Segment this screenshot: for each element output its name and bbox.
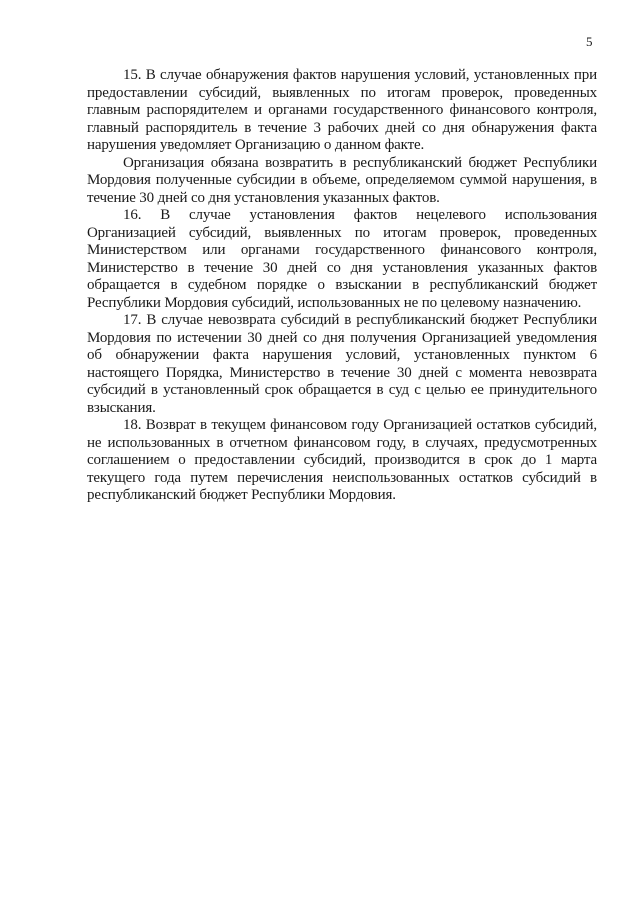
paragraph-15-obligation: Организация обязана возвратить в республиканский бюджет Республики Мордовия полученные субсидии в объеме, определяемом суммой нарушения, в течение 30 дней со дня установления указанных фактов. (87, 154, 597, 206)
paragraph-16: 16. В случае установления фактов нецелевого использования Организацией субсидий, выявленных по итогам проверок, проведенных Министерством или органами государственного финансового контроля, Министерство в течение 30 дней со дня установления указанных фактов обращается в судебном порядке о взыскании в республиканский бюджет Республики Мордовия субсидий, использованных не по целевому назначению. (87, 207, 597, 311)
paragraph-18: 18. Возврат в текущем финансовом году Организацией остатков субсидий, не использованных в отчетном финансовом году, в случаях, предусмотренных соглашением о предоставлении субсидий, производится в срок до 1 марта текущего года путем перечисления неиспользованных остатков субсидий в республиканский бюджет Республики Мордовия. (87, 417, 597, 503)
paragraph-15: 15. В случае обнаружения фактов нарушения условий, установленных при предоставлении субсидий, выявленных по итогам проверок, проведенных главным распорядителем и органами государственного финансового контроля, главный распорядитель в течение 3 рабочих дней со дня обнаружения факта нарушения уведомляет Организацию о данном факте. (87, 67, 597, 153)
page-number: 5 (586, 34, 593, 49)
document-body (87, 67, 597, 505)
paragraph-17: 17. В случае невозврата субсидий в республиканский бюджет Республики Мордовия по истечении 30 дней со дня получения Организацией уведомления об обнаружении факта нарушения условий, установленных пунктом 6 настоящего Порядка, Министерство в течение 30 дней с момента невозврата субсидий в установленный срок обращается в суд с целью ее принудительного взыскания. (87, 312, 597, 416)
